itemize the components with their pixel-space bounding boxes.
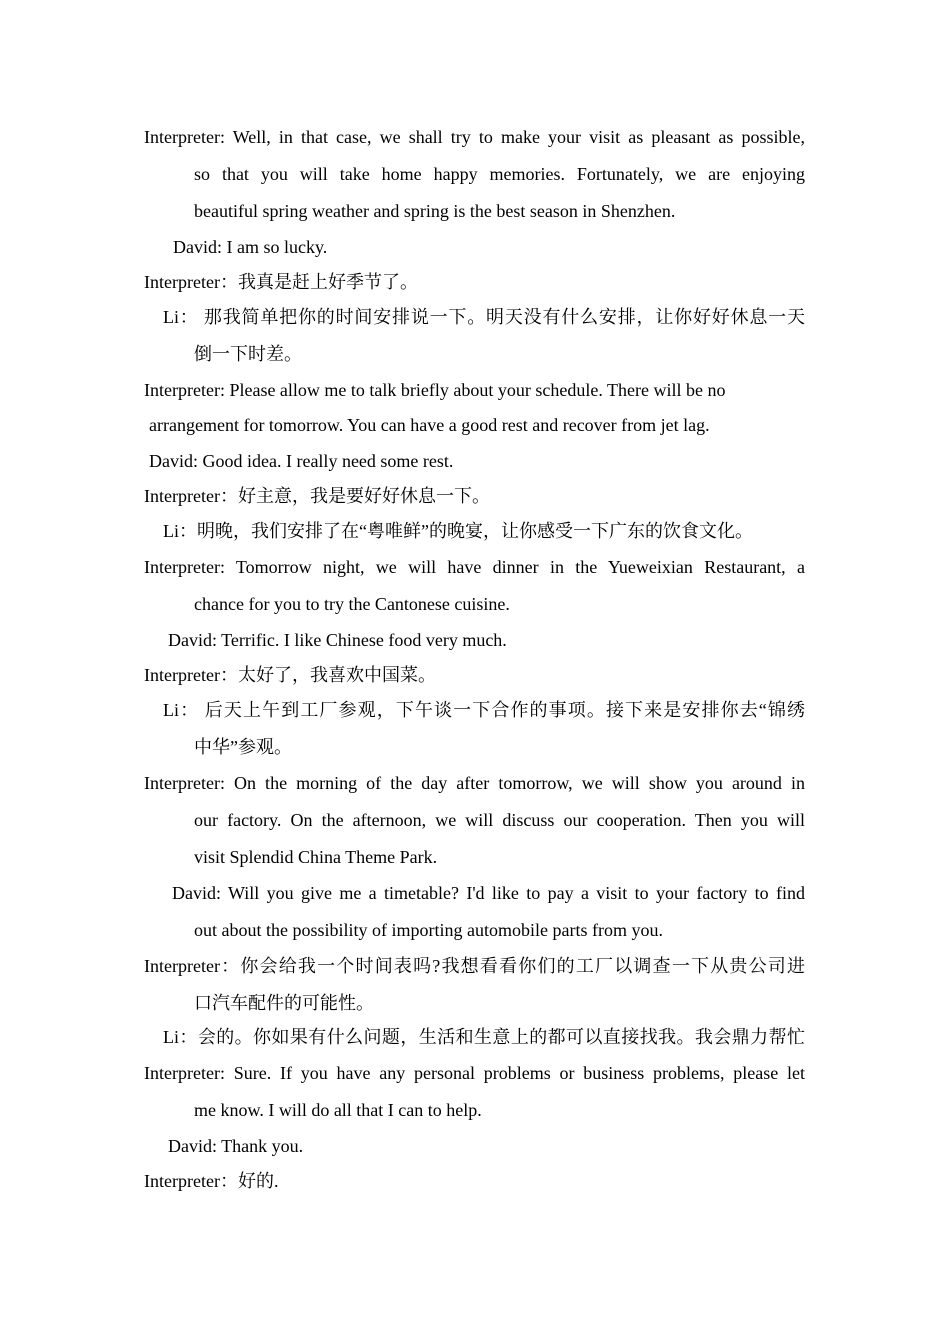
dialogue-line: chance for you to try the Cantonese cuisine. [194,594,510,614]
dialogue-line: Li：明晚，我们安排了在“粤唯鲜”的晚宴，让你感受一下广东的饮食文化。 [163,521,753,541]
dialogue-line: Li： 那我简单把你的时间安排说一下。明天没有什么安排，让你好好休息一天 [163,307,805,327]
dialogue-line: David: Good idea. I really need some rest. [149,451,454,471]
dialogue-line: Interpreter：你会给我一个时间表吗?我想看看你们的工厂以调查一下从贵公司进 [144,956,805,976]
dialogue-line: visit Splendid China Theme Park. [194,847,438,867]
dialogue-line: Interpreter：好主意，我是要好好休息一下。 [144,486,490,506]
dialogue-line: Interpreter：好的. [144,1171,279,1191]
dialogue-line: so that you will take home happy memories. Fortunately, we are enjoying [194,164,805,184]
dialogue-line: me know. I will do all that I can to help. [194,1100,482,1120]
dialogue-line: beautiful spring weather and spring is the best season in Shenzhen. [194,201,676,221]
dialogue-line: David: I am so lucky. [173,237,328,257]
dialogue-line: 口汽车配件的可能性。 [194,993,374,1013]
dialogue-line: Interpreter: Sure. If you have any personal problems or business problems, please let [144,1063,805,1083]
dialogue-line: Li：会的。你如果有什么问题，生活和生意上的都可以直接找我。我会鼎力帮忙 [163,1027,805,1047]
dialogue-line: Interpreter：我真是赶上好季节了。 [144,272,418,292]
dialogue-line: Interpreter: Tomorrow night, we will have dinner in the Yueweixian Restaurant, a [144,557,805,577]
dialogue-line: 中华”参观。 [194,737,292,757]
dialogue-line: our factory. On the afternoon, we will discuss our cooperation. Then you will [194,810,805,830]
dialogue-line: Interpreter：太好了，我喜欢中国菜。 [144,665,436,685]
dialogue-line: Interpreter: On the morning of the day after tomorrow, we will show you around in [144,773,805,793]
dialogue-line: arrangement for tomorrow. You can have a good rest and recover from jet lag. [149,415,710,435]
dialogue-line: Interpreter: Please allow me to talk briefly about your schedule. There will be no [144,380,726,400]
dialogue-line: David: Thank you. [168,1136,304,1156]
dialogue-line: Li： 后天上午到工厂参观，下午谈一下合作的事项。接下来是安排你去“锦绣 [163,700,805,720]
dialogue-line: out about the possibility of importing automobile parts from you. [194,920,663,940]
dialogue-line: David: Will you give me a timetable? I'd like to pay a visit to your factory to find [172,883,805,903]
dialogue-line: David: Terrific. I like Chinese food very much. [168,630,507,650]
dialogue-line: Interpreter: Well, in that case, we shall try to make your visit as pleasant as possible, [144,127,805,147]
dialogue-line: 倒一下时差。 [194,344,302,364]
